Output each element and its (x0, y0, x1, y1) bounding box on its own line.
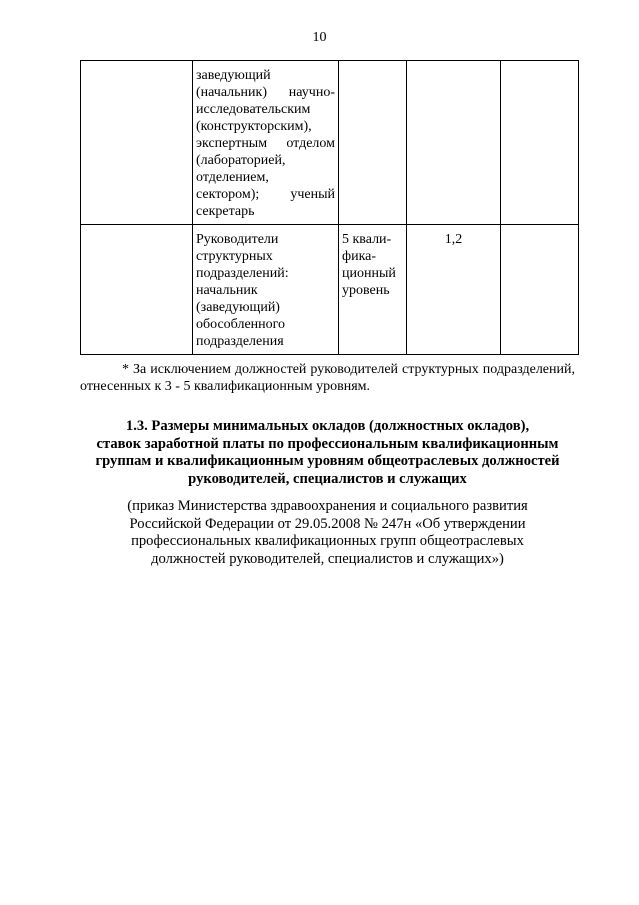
table-cell-group (81, 225, 193, 355)
table-cell-salary (501, 225, 579, 355)
table-cell-position: заведующий (начальник) научно-исследовательским (конструкторским), экспертным отделом (лабораторией, отделением, сектором); ученый секретарь (193, 61, 339, 225)
table-cell-group (81, 61, 193, 225)
table-cell-salary (501, 61, 579, 225)
page-number: 10 (312, 30, 327, 45)
table-cell-coefficient (407, 61, 501, 225)
order-reference: (приказ Министерства здравоохранения и социального развития Российской Федерации от 29.05.2008 № 247н «Об утверждении профессиональных квалификационных групп общеотраслевых должностей руководителей, специалистов и служащих») (127, 498, 528, 567)
qualification-table (80, 60, 579, 355)
table-row (81, 61, 579, 225)
footnote: * За исключением должностей руководителей структурных подразделений, отнесенных к 3 - 5 квалификационным уровням. (80, 362, 575, 394)
table-cell-level: 5 квали- фика- ционный уровень (339, 225, 407, 355)
table-row (81, 225, 579, 355)
table-cell-position: Руководители структурных подразделений: начальник (заведующий) обособленного подразделения (193, 225, 339, 355)
table-cell-level (339, 61, 407, 225)
section-heading: 1.3. Размеры минимальных окладов (должностных окладов), ставок заработной платы по профессиональным квалификационным группам и квалификационным уровням общеотраслевых должностей руководителей, специалистов и служащих (95, 418, 560, 487)
table-cell-coefficient: 1,2 (407, 225, 501, 355)
